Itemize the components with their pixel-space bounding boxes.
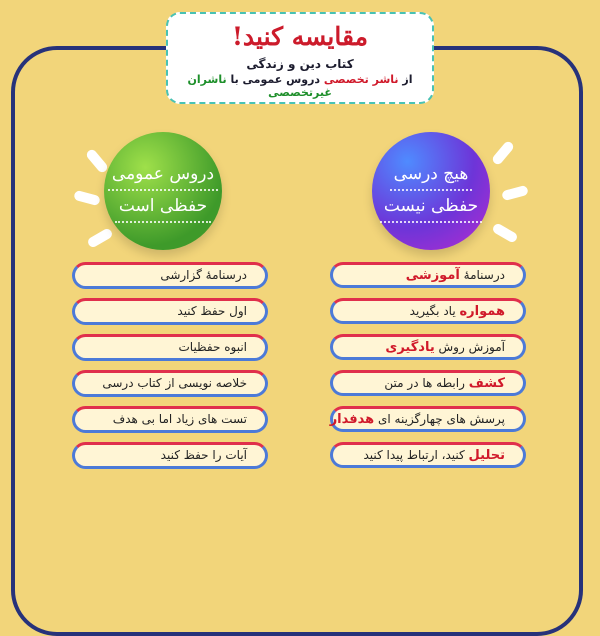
list-item: انبوه حفظیات (72, 334, 268, 361)
item-text: درسنامۀ (459, 268, 505, 282)
item-highlight: همواره (459, 304, 505, 319)
item-highlight: کشف (468, 376, 505, 391)
item-highlight: هدفدار (329, 412, 375, 427)
list-item: تست های زیاد اما بی هدف (72, 406, 268, 433)
list-item: درسنامۀ گزارشی (72, 262, 268, 289)
item-highlight: آموزشی (405, 268, 460, 283)
left-list (72, 262, 268, 478)
subtitle-part1: از (398, 73, 413, 86)
list-item: خلاصه نویسی از کتاب درسی (72, 370, 268, 397)
list-item (330, 298, 526, 324)
item-text: آموزش روش (434, 340, 505, 354)
item-text: یاد بگیرید (409, 304, 460, 318)
item-text: رابطه ها در متن (384, 376, 469, 390)
title-card (166, 12, 434, 104)
list-item (330, 370, 526, 396)
item-highlight: یادگیری (385, 340, 435, 355)
subtitle-line2 (168, 73, 432, 99)
list-item: اول حفظ کنید (72, 298, 268, 325)
item-text: پرسش های چهارگزینه ای (374, 412, 505, 426)
left-circle-line1: دروس عمومی (108, 159, 218, 191)
right-list (330, 262, 526, 478)
subtitle-part4: ناشران غیرتخصصی (187, 73, 332, 99)
item-text: کنید، ارتباط پیدا کنید (363, 448, 469, 462)
subtitle-part3: دروس عمومی با (226, 73, 324, 86)
list-item (330, 442, 526, 468)
no-memorization-circle (372, 132, 490, 250)
item-highlight: تحلیل (468, 448, 505, 463)
list-item (330, 406, 526, 432)
subtitle-line1: کتاب دین و زندگی (246, 57, 354, 71)
right-circle-line1: هیچ درسی (390, 159, 473, 191)
subtitle-part2: ناشر تخصصی (323, 73, 399, 86)
general-courses-circle (104, 132, 222, 250)
list-item (330, 334, 526, 360)
page-title: مقایسه کنید! (231, 22, 369, 51)
right-circle-line2: حفظی نیست (380, 191, 482, 223)
list-item (330, 262, 526, 288)
left-circle-line2: حفظی است (115, 191, 211, 223)
list-item: آیات را حفظ کنید (72, 442, 268, 469)
